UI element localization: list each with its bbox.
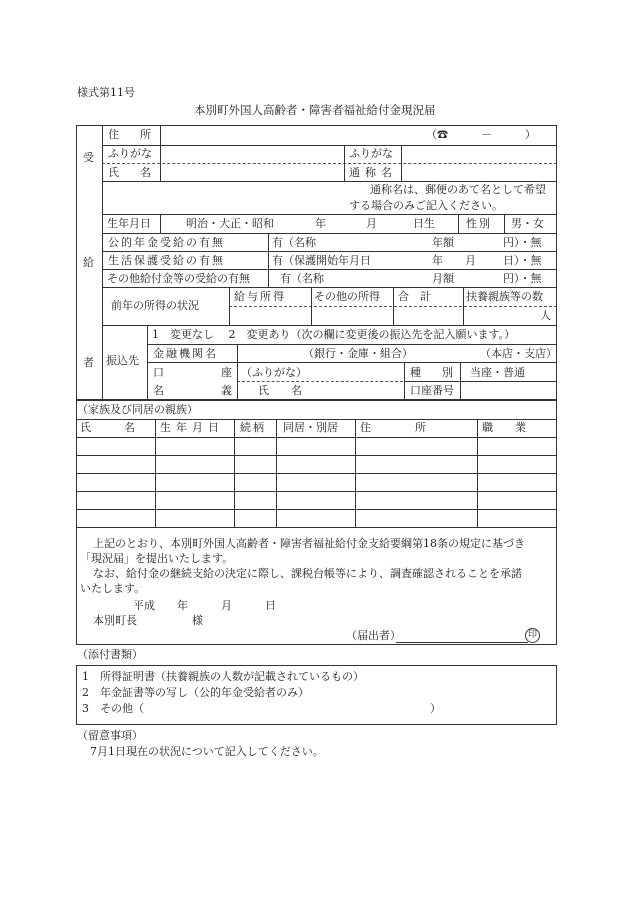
- declaration-addressee: 本別町長 様: [93, 614, 203, 627]
- other-benefit-label: その他給付金等の受給の有無: [107, 272, 250, 285]
- name-field[interactable]: [165, 166, 340, 180]
- address-field[interactable]: [180, 128, 400, 142]
- transfer-options[interactable]: 1 変更なし 2 変更あり（次の欄に変更後の振込先を記入願います。）: [152, 328, 516, 341]
- gender-label: 性別: [466, 217, 492, 230]
- side-label-3: 者: [83, 356, 94, 369]
- total-income-field[interactable]: [397, 309, 459, 323]
- income-label: 前年の所得の状況: [111, 299, 199, 312]
- furigana-label: ふりがな: [108, 147, 152, 160]
- public-pension-label: 公的年金受給の有無: [108, 236, 225, 249]
- birth-label: 生年月日: [107, 217, 151, 230]
- declaration-line-1: 上記のとおり、本別町外国人高齢者・障害者福祉給付金支給要綱第18条の規定に基づき: [93, 537, 525, 550]
- family-row[interactable]: [77, 474, 556, 490]
- birth-year: 年: [315, 217, 326, 230]
- attachment-item[interactable]: 3 その他（ ）: [82, 702, 441, 715]
- form-number: 様式第11号: [77, 86, 135, 99]
- bank-types[interactable]: （銀行・金庫・組合）: [303, 347, 413, 360]
- account-label-2: 名: [153, 384, 164, 397]
- form-title: 本別町外国人高齢者・障害者福祉給付金現況届: [194, 103, 436, 117]
- side-label-2: 給: [83, 256, 94, 269]
- account-furigana-label: （ふりがな）: [241, 366, 307, 379]
- income-col-salary: 給与所得: [234, 290, 286, 303]
- notes-text: 7月1日現在の状況について記入してください。: [90, 745, 324, 758]
- branch-types[interactable]: （本店・支店）: [480, 347, 557, 360]
- alias-label: 通称名: [349, 166, 397, 179]
- alias-note-1: 通称名は、郵便のあて名として希望: [370, 183, 546, 196]
- welfare-start[interactable]: 有（保護開始年月日: [272, 254, 371, 267]
- bank-label: 金融機関名: [153, 347, 218, 360]
- income-col-dependents: 扶養親族等の数: [466, 290, 543, 303]
- family-row[interactable]: [77, 492, 556, 508]
- family-row[interactable]: [77, 456, 556, 472]
- account-name-label: 氏 名: [258, 384, 302, 397]
- welfare-label: 生活保護受給の有無: [108, 254, 225, 267]
- seal-mark: 印: [525, 628, 540, 643]
- account-number-field[interactable]: [463, 384, 553, 398]
- family-row[interactable]: [77, 438, 556, 454]
- other-benefit-amount: 月額: [432, 272, 454, 285]
- other-benefit-tail[interactable]: 円）・無: [503, 272, 542, 285]
- alias-note-2: する場合のみご記入ください。: [349, 199, 503, 212]
- account-type-label: 種 別: [410, 366, 458, 379]
- family-header-occupation: 職 業: [482, 421, 526, 434]
- era-options[interactable]: 明治・大正・昭和: [186, 217, 274, 230]
- alias-field[interactable]: [405, 166, 553, 180]
- name-label: 氏 名: [108, 166, 156, 179]
- submitter-signature-line[interactable]: [396, 642, 528, 643]
- declaration-line-4: いたします。: [80, 582, 146, 595]
- family-header-address: 住 所: [360, 421, 426, 434]
- other-benefit-name[interactable]: 有（名称: [280, 272, 324, 285]
- declaration-date[interactable]: 平成 年 月 日: [133, 599, 276, 612]
- income-col-total: 合 計: [398, 290, 431, 303]
- other-income-field[interactable]: [315, 309, 389, 323]
- public-pension-tail[interactable]: 円）・無: [503, 236, 542, 249]
- family-row[interactable]: [77, 510, 556, 526]
- welfare-ym: 年 月: [432, 254, 476, 267]
- account-label-1: 口: [153, 366, 164, 379]
- family-header-birth: 生年月日: [160, 421, 224, 434]
- furigana-field[interactable]: [165, 147, 340, 161]
- alias-furigana-field[interactable]: [405, 147, 553, 161]
- family-header-name: 氏 名: [80, 421, 135, 434]
- family-header-living: 同居・別居: [283, 421, 338, 434]
- transfer-label: 振込先: [106, 354, 139, 367]
- notes-label: （留意事項）: [77, 729, 143, 742]
- attachments-label: （添付書類）: [77, 648, 143, 661]
- declaration-line-3: なお、給付金の継続支給の決定に際し、課税台帳等により、調査確認されることを承諾: [93, 567, 522, 580]
- public-pension-name[interactable]: 有（名称: [272, 236, 316, 249]
- public-pension-amount: 年額: [432, 236, 454, 249]
- account-label-1b: 座: [221, 366, 232, 379]
- furigana-label-2: ふりがな: [349, 147, 393, 160]
- salary-income-field[interactable]: [233, 309, 307, 323]
- birth-day: 日生: [413, 217, 435, 230]
- phone-field[interactable]: （☎ － ）: [426, 128, 536, 141]
- family-header-relation: 続柄: [240, 421, 266, 434]
- submitter-label: （届出者）: [346, 629, 401, 642]
- side-label-1: 受: [83, 151, 94, 164]
- gender-options[interactable]: 男・女: [511, 217, 544, 230]
- account-number-label: 口座番号: [410, 384, 454, 397]
- income-col-other: その他の所得: [314, 290, 380, 303]
- account-label-2b: 義: [221, 384, 232, 397]
- attachment-item: 1 所得証明書（扶養親族の人数が記載されているもの）: [82, 670, 364, 683]
- birth-month: 月: [366, 217, 377, 230]
- welfare-tail[interactable]: 日）・無: [503, 254, 542, 267]
- account-type-options[interactable]: 当座・普通: [470, 366, 525, 379]
- family-section-label: （家族及び同居の親族）: [77, 403, 198, 416]
- attachment-item: 2 年金証書等の写し（公的年金受給者のみ）: [82, 686, 309, 699]
- dependents-unit: 人: [540, 309, 551, 322]
- address-label: 住 所: [108, 128, 156, 141]
- declaration-line-2: 「現況届」を提出いたします。: [80, 552, 234, 565]
